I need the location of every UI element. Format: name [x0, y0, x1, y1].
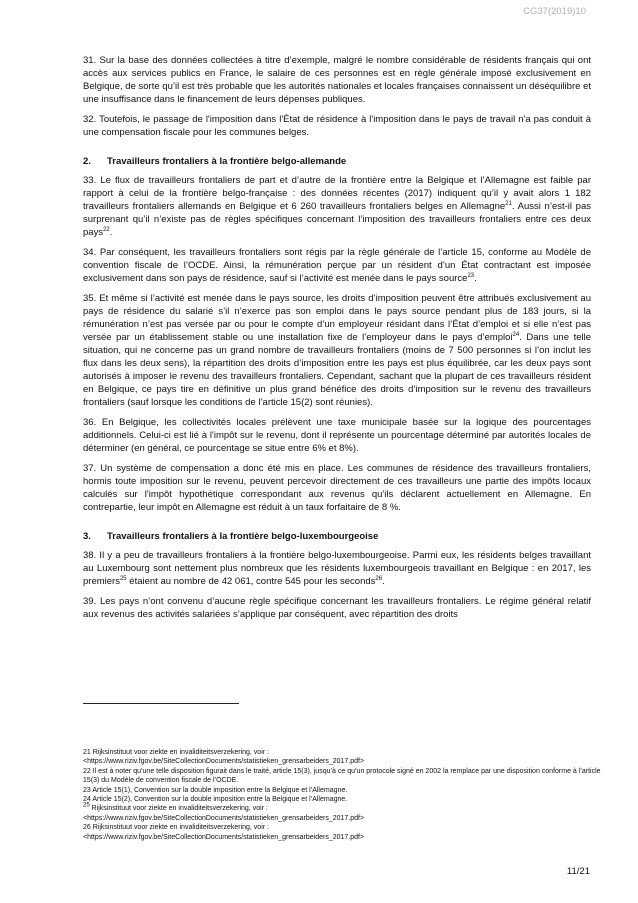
section-heading-3 — [83, 530, 591, 543]
footnote-number: 25 — [83, 803, 90, 810]
document-reference: CG37(2019)10 — [523, 6, 586, 17]
footnote-ref-25: 25 — [119, 575, 127, 582]
footnote-25-link[interactable]: <https://www.riziv.fgov.be/SiteCollectionDocuments/statistieken_grensarbeiders_2017.pdf> — [83, 814, 365, 822]
paragraph-31: 31. Sur la base des données collectées à titre d’exemple, malgré le nombre considérable de résidents français qui ont accès aux services publics en France, le salaire de ces personnes est en règle générale imposé exclusivement en Belgique, de sorte qu’il est très probable que les autorités nationales et locales françaises connaissent un déséquilibre et une insuffisance dans le financement de leurs dépenses publiques. — [83, 55, 591, 105]
footnotes — [83, 748, 608, 842]
footnote-ref-21: 21 — [505, 200, 512, 207]
footnote-21-link[interactable]: <https://www.riziv.fgov.be/SiteCollectionDocuments/statistieken_grensarbeiders_2017.pdf> — [83, 758, 365, 766]
paragraph-38: 38. Il y a peu de travailleurs frontaliers à la frontière belgo-luxembourgeoise. Parmi eux, les résidents belges travaillant au Luxembourg sont nettement plus nombreux que les résidents luxembourgeois travaillant en Belgique : en 2017, les premiers$^{25}$ étaient au nombre de 42 061, contre 545 pour les seconds$^{26}$. — [83, 550, 591, 587]
document-body — [83, 54, 591, 628]
footnote-22: 22 Il est à noter qu’une telle disposition figurait dans le traité, article 15(3), jusqu’à ce qu’un protocole signé en 2002 la remplace par une disposition conforme à l’article 15(3) du Modèle de convention fiscale de l’OCDE. — [83, 767, 601, 785]
paragraph-39: 39. Les pays n’ont convenu d’aucune règle spécifique concernant les travailleurs frontaliers. Le régime général relatif aux revenus des activités salariées s’applique par conséquent, avec répartition des droits — [83, 596, 591, 620]
paragraph-32: 32. Toutefois, le passage de l'imposition dans l'État de résidence à l'imposition dans le pays de travail n'a pas conduit à une compensation fiscale pour les communes belges. — [83, 114, 591, 138]
footnote-23: 23 Article 15(1), Convention sur la double imposition entre la Belgique et l’Allemagne. — [83, 786, 348, 794]
paragraph-37: 37. Un système de compensation a donc été mis en place. Les communes de résidence des travailleurs frontaliers, hormis toute imposition sur le revenu, peuvent percevoir directement de ces travailleurs une partie des impôts locaux calculés sur l'impôt hypothétique correspondant aux revenus qu'ils déclarent actuellement en Allemagne. En contrepartie, leur impôt en Allemagne est réduit à un taux forfaitaire de 8 %. — [83, 463, 591, 513]
section-heading-2 — [83, 155, 591, 168]
footnote-21: 21 Rijksinstituut voor ziekte en invaliditeitsverzekering, voir : — [83, 749, 269, 756]
paragraph-33: 33. Le flux de travailleurs frontaliers de part et d’autre de la frontière entre la Belgique et l’Allemagne est faible par rapport à celui de la frontière belgo-française : des données récentes (2017) indiquent qu’il y avait alors 1 182 travailleurs frontaliers allemands en Belgique et 6 260 travailleurs frontaliers belges en Allemagne$^{21}$. Aussi n’est-il pas surprenant qu’il n’existe pas de règles spécifiques concernant l’imposition des travailleurs frontaliers entre ces deux pays$^{22}$. — [83, 175, 591, 238]
footnote-24: 24 Article 15(2), Convention sur la double imposition entre la Belgique et l’Allemagne. — [83, 796, 348, 804]
footnote-26: 26 Rijksinstituut voor ziekte en invaliditeitsverzekering, voir : — [83, 824, 269, 832]
footnote-26-link[interactable]: <https://www.riziv.fgov.be/SiteCollectionDocuments/statistieken_grensarbeiders_2017.pdf> — [83, 833, 365, 841]
footnote-25: $^{25}$ Rijksinstituut voor ziekte en invaliditeitsverzekering, voir : — [83, 803, 268, 813]
footnote-ref-26: 26 — [375, 575, 383, 582]
footnote-separator — [83, 703, 239, 704]
footnote-ref-23: 23 — [467, 272, 475, 279]
paragraph-35: 35. Et même si l’activité est menée dans le pays source, les droits d’imposition peuvent être attribués exclusivement au pays de résidence du salarié s’il n’exerce pas son emploi dans le pays source pendant plus de 183 jours, si la rémunération n’est pas versée par ou pour le compte d’un employeur résidant dans l’État d’emploi et si elle n’est pas versée par un établissement stable ou une installation fixe de l’employeur dans le pays d’emploi$^{24}$. Dans une telle situation, qui ne concerne pas un grand nombre de travailleurs frontaliers (moins de 7 500 personnes si l’on inclut les flux dans les deux sens), la répartition des droits d’imposition entre les pays est plus équilibrée, car les deux pays sont autorisés à imposer le revenu des travailleurs frontaliers. Cependant, sachant que la plupart de ces travailleurs résident en Belgique, ce pays tire en définitive un plus grand bénéfice des droits d’imposition sur le revenu des travailleurs frontaliers (sauf lorsque les conditions de l’article 15(2) sont réunies). — [83, 293, 592, 408]
footnote-ref-24: 24 — [512, 331, 520, 338]
paragraph-36: 36. En Belgique, les collectivités locales prélèvent une taxe municipale basée sur la logique des pourcentages additionnels. Celui-ci est lié à l'impôt sur le revenu, dont il représente un pourcentage déterminé par autorités locales de déterminer (en général, ce pourcentage se situe entre 6% et 8%). — [83, 417, 591, 454]
paragraph-34: 34. Par conséquent, les travailleurs frontaliers sont régis par la règle générale de l’article 15, conforme au Modèle de convention fiscale de l’OCDE. Ainsi, la rémunération perçue par un résident d’un État contractant est imposée exclusivement dans son pays de résidence, sauf si l’activité est menée dans le pays source$^{23}$. — [83, 247, 591, 284]
section-number: 3. — [83, 531, 91, 542]
footnote-ref-22: 22 — [103, 226, 110, 233]
section-title: Travailleurs frontaliers à la frontière belgo-luxembourgeoise — [107, 531, 379, 542]
page-number: 11/21 — [566, 866, 590, 877]
section-number: 2. — [83, 156, 91, 167]
section-title: Travailleurs frontaliers à la frontière belgo-allemande — [107, 156, 347, 167]
